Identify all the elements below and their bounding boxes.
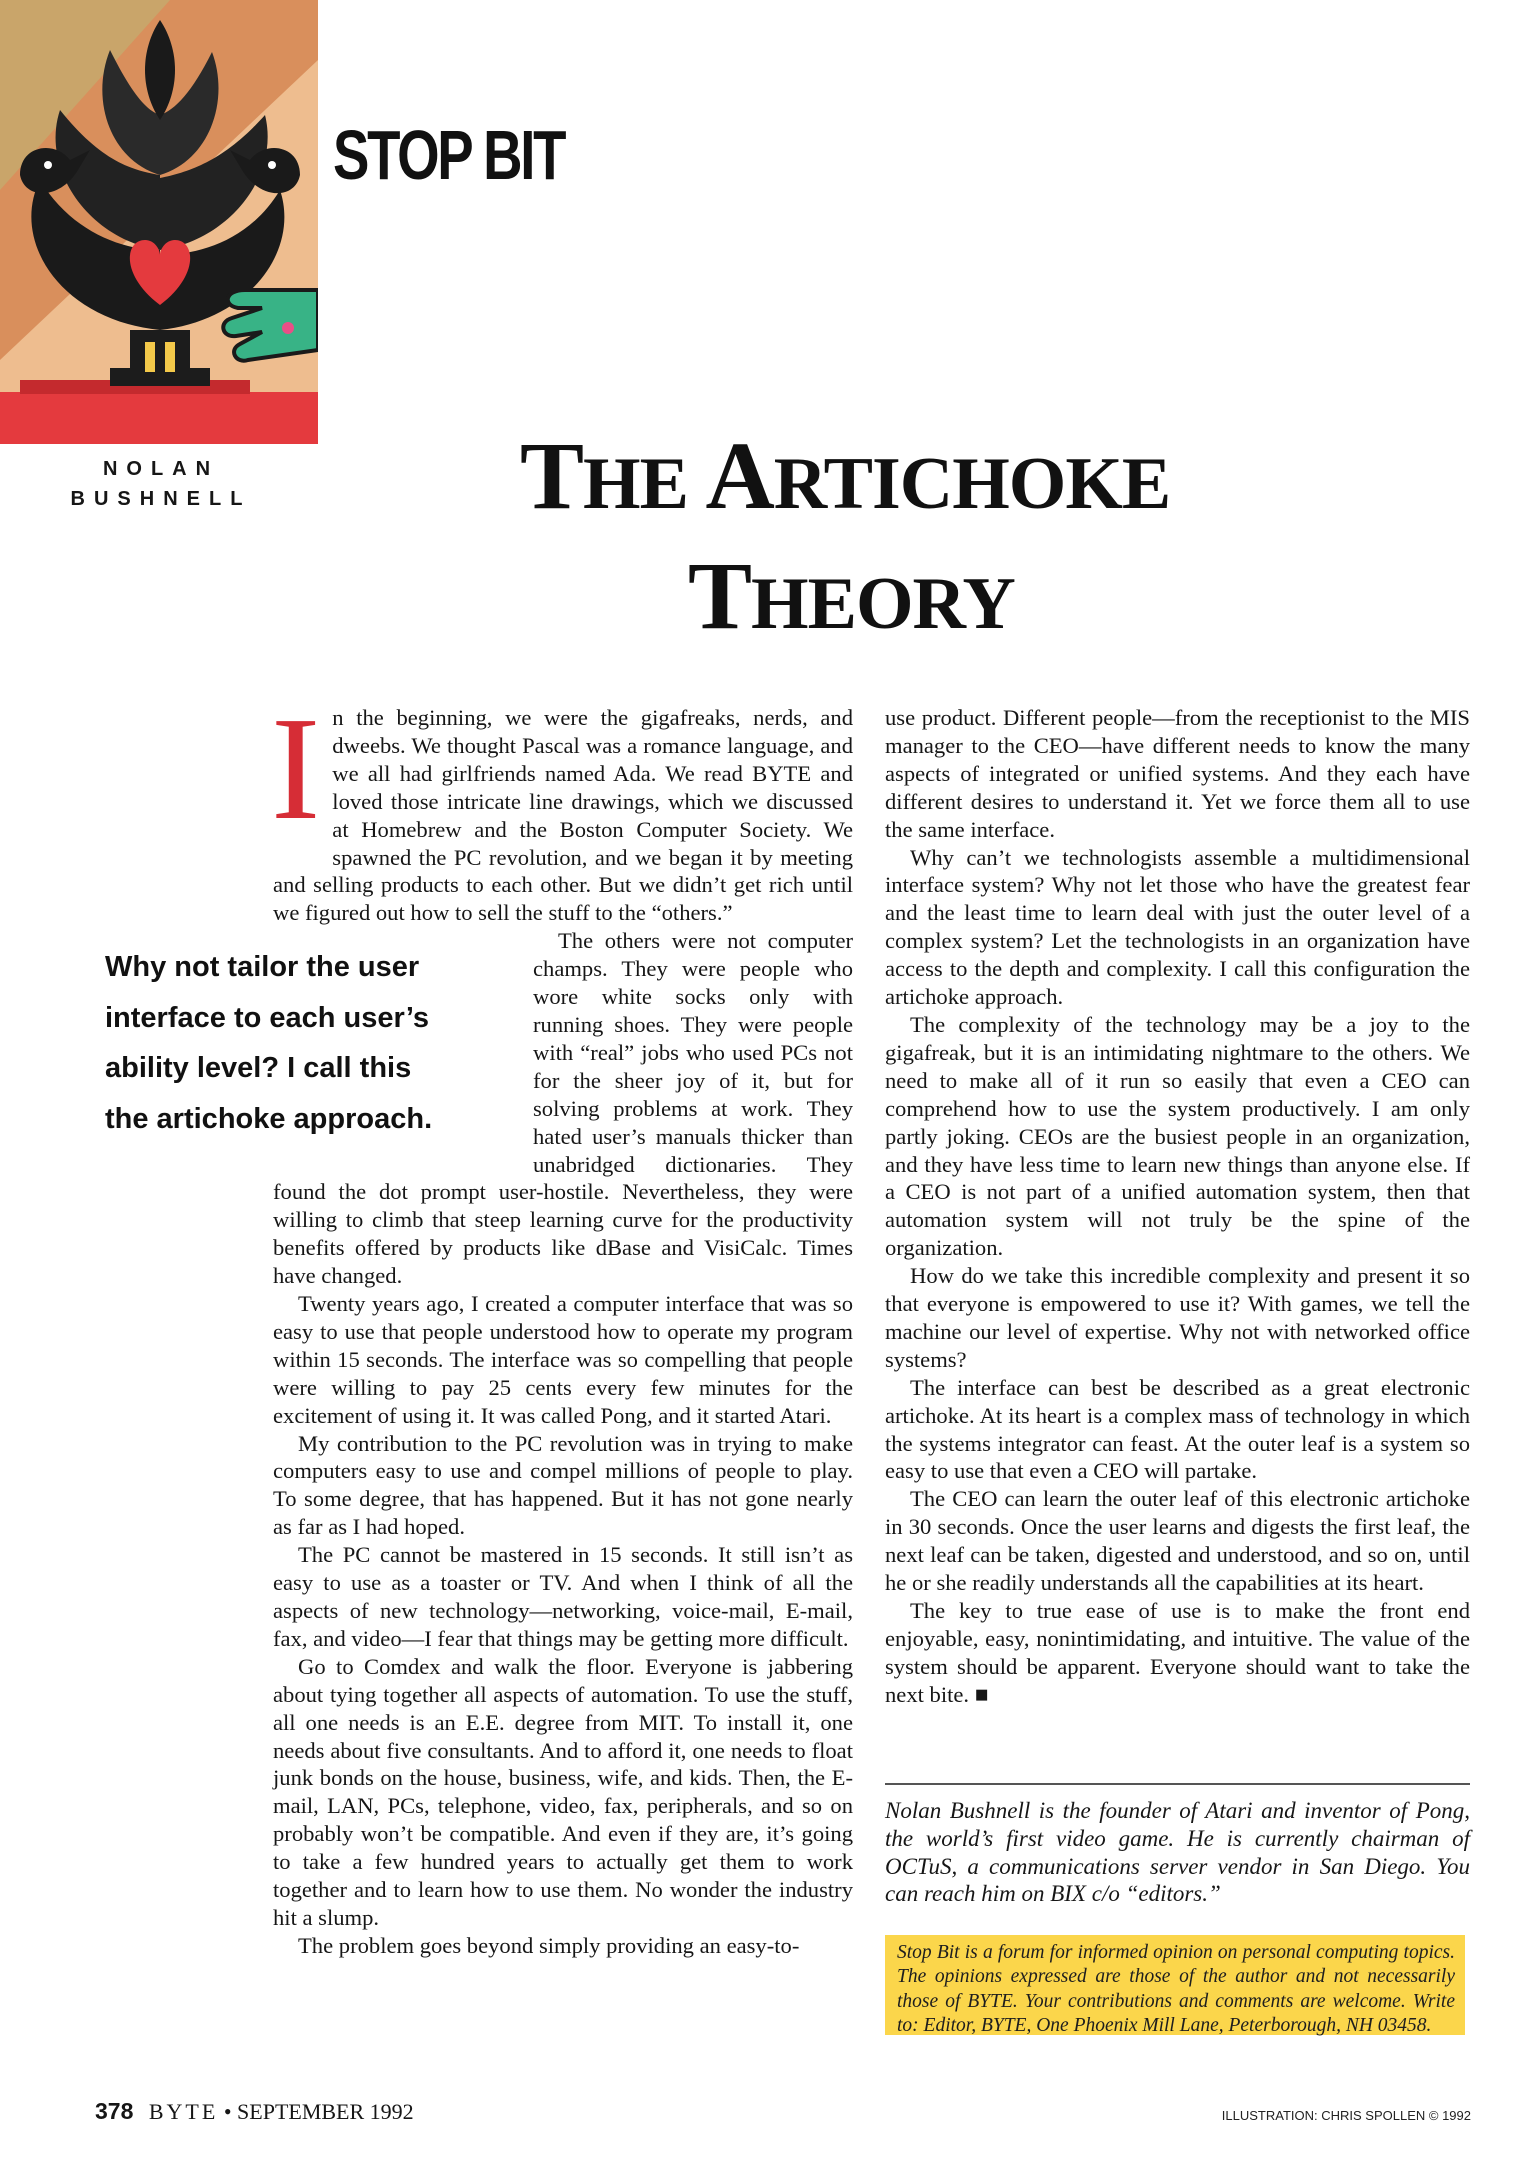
footer-separator: • — [223, 2099, 232, 2124]
drop-cap: I — [271, 687, 321, 851]
headline-line-2 — [688, 540, 1280, 660]
paragraph: How do we take this incredible complexity and present it so that everyone is empowered to use it? With games, we tell the machine our level of expertise. Why not with networked office systems? — [885, 1263, 1470, 1372]
pull-quote-line: interface to each user’s — [105, 1001, 429, 1034]
illustration-credit: ILLUSTRATION: CHRIS SPOLLEN © 1992 — [1221, 2108, 1471, 2123]
paragraph: The PC cannot be mastered in 15 seconds. It still isn’t as easy to use as a toaster or TV. And when I think of all the aspects of new technology—networking, voice-mail, E-mail, fax, and video—I fear that things may be getting more difficult. — [273, 1542, 853, 1651]
headline-initial: A — [705, 422, 774, 529]
magazine-name: BYTE — [148, 2099, 219, 2124]
pull-quote-line: Why not tailor the user — [105, 951, 420, 983]
paragraph: The interface can best be described as a great electronic artichoke. At its heart is a complex mass of technology in which the systems integrator can feast. At the outer leaf is a system so easy to use that even a CEO will partake. — [885, 1374, 1470, 1484]
paragraph — [885, 1597, 1470, 1709]
artichoke-illustration — [0, 0, 318, 444]
bio-divider — [885, 1783, 1470, 1785]
paragraph: use product. Different people—from the receptionist to the MIS manager to the CEO—have different needs to know the many aspects of integrated or unified systems. And they each have different desires to understand it. Yet we force them all to use the same interface. — [885, 705, 1470, 842]
column-kicker: STOP BIT — [333, 116, 565, 194]
article-column-left — [271, 687, 853, 1960]
paragraph: The CEO can learn the outer leaf of this electronic artichoke in 30 seconds. Once the user learns and digests the first leaf, the next leaf can be taken, digested and understood, and so on, until he or she readily understands all the capabilities at its heart. — [885, 1486, 1470, 1596]
paragraph: The others were not computer champs. They were people who wore white socks only with running shoes. They were people with “real” jobs who used PCs not for the sheer joy of it, but for solving problems at work. They hated user’s manuals thicker than unabridged dictionaries. They found the dot prompt user-hostile. Nevertheless, they were willing to climb that steep learning curve for the productivity benefits offered by products like dBase and VisiCalc. Times have changed. — [273, 928, 853, 1289]
author-byline — [56, 454, 266, 514]
article-column-right — [885, 704, 1470, 1709]
pull-quote-line: the artichoke approach. — [105, 1102, 433, 1135]
pull-quote-line: ability level? I call this — [105, 1052, 412, 1084]
headline-word: HE — [583, 443, 706, 525]
paragraph-text: The key to true ease of use is to make the front end enjoyable, easy, nonintimidating, and intuitive. The value of the system should be apparent. Everyone should want to take the next bite. — [885, 1598, 1470, 1707]
paragraph: Twenty years ago, I created a computer interface that was so easy to use that people understood how to operate my program within 15 seconds. The interface was so compelling that people were willing to pay 25 cents every few minutes for the excitement of using it. It was called Pong, and it started Atari. — [273, 1291, 853, 1428]
paragraph: Go to Comdex and walk the floor. Everyone is jabbering about tying together all aspects of automation. To use the stuff, all one needs is an E.E. degree from MIT. To install it, one needs about five consultants. And to afford it, one needs to float junk bonds on the house, business, wife, and kids. Then, the E-mail, LAN, PCs, telephone, video, fax, peripherals, and so on probably won’t be compatible. And even if they are, it’s going to take a few hundred years to actually get them to work together and to learn how to use them. No wonder the industry hit a slump. — [273, 1653, 853, 1930]
page-number: 378 — [95, 2098, 134, 2124]
stop-bit-notice: Stop Bit is a forum for informed opinion on personal computing topics. The opinions expressed are those of the author and not necessarily those of BYTE. Your contributions and comments are welcome. Write to: Editor, BYTE, One Phoenix Mill Lane, Peterborough, NH 03458. — [885, 1935, 1465, 2035]
author-bio: Nolan Bushnell is the founder of Atari and inventor of Pong, the world’s first video game. He is currently chairman of OCTuS, a communications server vendor in San Diego. You can reach him on BIX c/o “editors.” — [885, 1798, 1470, 1907]
headline-word: HEORY — [751, 563, 1015, 645]
pull-quote — [105, 942, 495, 1144]
author-first-name: NOLAN — [102, 458, 220, 480]
end-mark-icon: ■ — [974, 1681, 989, 1707]
paragraph: The complexity of the technology may be a joy to the gigafreak, but it is an intimidating nightmare to the others. We need to make all of it run so easily that even a CEO can comprehend how to use the system productively. I am only partly joking. CEOs are the busiest people in an organization, and they have less time to learn new things than anyone else. If a CEO is not part of a unified automation system, then that automation system will not truly be the spine of the organization. — [885, 1011, 1470, 1261]
paragraph-text: n the beginning, we were the gigafreaks, nerds, and dweebs. We thought Pascal was a romance language, and we all had girlfriends named Ada. We read BYTE and loved those intricate line drawings, which we discussed at Homebrew and the Boston Computer Society. We spawned the PC revolution, and we began it by meeting and selling products to each other. But we didn’t get rich until we figured out how to sell the stuff to the “others.” — [273, 705, 853, 926]
paragraph — [271, 687, 853, 927]
issue-date: SEPTEMBER 1992 — [237, 2099, 414, 2124]
headline-word: RTICHOKE — [773, 443, 1171, 525]
paragraph: The problem goes beyond simply providing an easy-to- — [298, 1932, 800, 1958]
author-last-name: BUSHNELL — [70, 488, 252, 510]
article-headline — [520, 420, 1280, 660]
headline-line-1 — [520, 420, 1280, 540]
headline-initial: T — [520, 422, 584, 529]
headline-initial: T — [688, 542, 752, 649]
page-footer — [95, 2098, 414, 2125]
paragraph: Why can’t we technologists assemble a multidimensional interface system? Why not let those who have the greatest fear and the least time to learn deal with just the outer level of a complex system? Let the technologists in an organization have access to the depth and complexity. I call this configuration the artichoke approach. — [885, 844, 1470, 1010]
paragraph: My contribution to the PC revolution was in trying to make computers easy to use and compel millions of people to play. To some degree, that has happened. But it has not gone nearly as far as I had hoped. — [273, 1430, 853, 1540]
column-illustration — [0, 0, 318, 444]
